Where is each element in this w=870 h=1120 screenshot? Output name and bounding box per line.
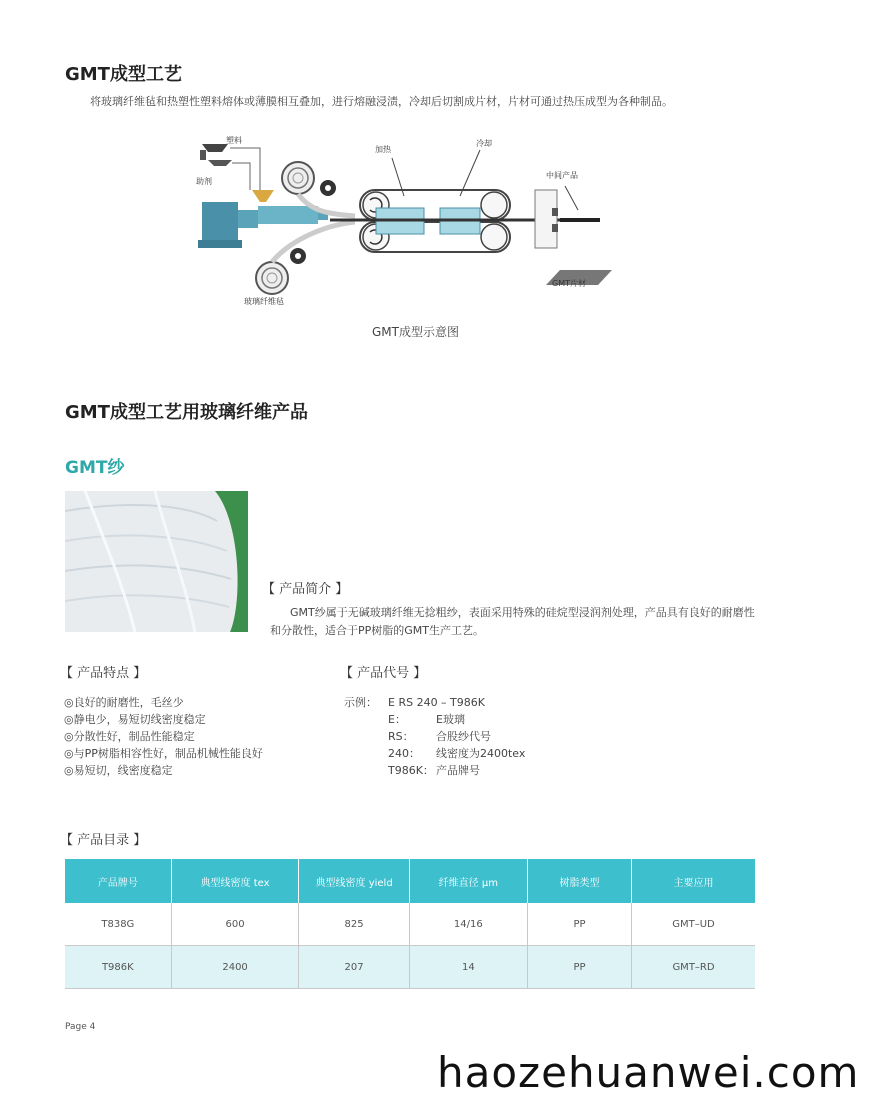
plastic-hopper-icon — [200, 144, 228, 160]
page-number: Page 4 — [65, 1022, 96, 1032]
code-example-label: 示例： — [344, 696, 377, 709]
code-key: T986K： — [388, 764, 434, 777]
table-cell: T838G — [65, 903, 171, 946]
list-item: ◎易短切，线密度稳定 — [64, 764, 173, 777]
code-key: 240： — [388, 747, 420, 760]
table-row — [65, 903, 755, 946]
product-intro-heading: 【 产品简介 】 — [262, 582, 349, 597]
list-item: ◎静电少，易短切线密度稳定 — [64, 713, 206, 726]
list-item: ◎与PP树脂相容性好，制品机械性能良好 — [64, 747, 263, 760]
table-cell: 600 — [171, 903, 299, 946]
table-cell: T986K — [65, 946, 171, 989]
extruder-icon — [198, 202, 328, 248]
column-header: 纤维直径 μm — [409, 859, 527, 903]
table-cell: GMT–RD — [632, 946, 755, 989]
section-title-glass-fiber-products: GMT成型工艺用玻璃纤维产品 — [65, 402, 308, 423]
product-intro-text: GMT纱属于无碱玻璃纤维无捻粗纱，表面采用特殊的硅烷型浸润剂处理，产品具有良好的耐磨性和分散性，适合于PP树脂的GMT生产工艺。 — [270, 606, 755, 637]
table-cell: 207 — [299, 946, 409, 989]
product-catalog-table — [65, 859, 755, 989]
code-value: 线密度为2400tex — [436, 747, 526, 760]
table-cell: 825 — [299, 903, 409, 946]
top-mat-roll-icon — [282, 162, 314, 194]
table-header-row — [65, 859, 755, 903]
code-block — [344, 694, 644, 779]
label-additive: 助剂 — [196, 177, 212, 186]
feed-funnel-icon — [252, 190, 274, 202]
label-heating: 加热 — [375, 145, 391, 154]
product-name: GMT纱 — [65, 458, 125, 478]
gmt-process-diagram — [180, 130, 640, 310]
bottom-mat-roll-icon — [256, 262, 288, 294]
label-glass-mat: 玻璃纤维毡 — [244, 297, 284, 306]
double-belt-press-icon — [330, 190, 560, 252]
label-cooling: 冷却 — [476, 139, 492, 148]
table-cell: 14 — [409, 946, 527, 989]
product-photo — [65, 491, 248, 632]
column-header: 典型线密度 tex — [171, 859, 299, 903]
label-plastic: 塑料 — [226, 136, 242, 145]
code-key: E： — [388, 713, 406, 726]
table-cell: PP — [527, 946, 631, 989]
yarn-roll-image — [65, 491, 248, 632]
code-value: E玻璃 — [436, 713, 465, 726]
code-value: 合股纱代号 — [436, 730, 491, 743]
code-value: 产品牌号 — [436, 764, 480, 777]
table-row — [65, 946, 755, 989]
list-item: ◎良好的耐磨性，毛丝少 — [64, 696, 184, 709]
diagram-caption: GMT成型示意图 — [372, 325, 459, 339]
table-cell: PP — [527, 903, 631, 946]
table-cell: 14/16 — [409, 903, 527, 946]
label-gmt-sheet: GMT片材 — [552, 279, 586, 288]
table-cell: GMT–UD — [632, 903, 755, 946]
catalog-heading: 【 产品目录 】 — [60, 833, 147, 848]
column-header: 树脂类型 — [527, 859, 631, 903]
features-list — [64, 694, 334, 779]
list-item: ◎分散性好，制品性能稳定 — [64, 730, 195, 743]
table-cell: 2400 — [171, 946, 299, 989]
column-header: 主要应用 — [632, 859, 755, 903]
code-heading: 【 产品代号 】 — [340, 666, 427, 681]
process-intro: 将玻璃纤维毡和热塑性塑料熔体或薄膜相互叠加，进行熔融浸渍，冷却后切割成片材，片材可通过热压成型为各种制品。 — [90, 95, 673, 108]
column-header: 典型线密度 yield — [299, 859, 409, 903]
section-title-gmt-process: GMT成型工艺 — [65, 64, 182, 85]
features-heading: 【 产品特点 】 — [60, 666, 147, 681]
label-intermediate-product: 中间产品 — [546, 171, 578, 180]
column-header: 产品牌号 — [65, 859, 171, 903]
code-key: RS： — [388, 730, 414, 743]
additive-hopper-icon — [208, 160, 232, 166]
code-example: E RS 240 – T986K — [388, 696, 485, 709]
cutter-icon — [535, 190, 558, 248]
watermark-text: haozehuanwei.com — [437, 1048, 860, 1097]
